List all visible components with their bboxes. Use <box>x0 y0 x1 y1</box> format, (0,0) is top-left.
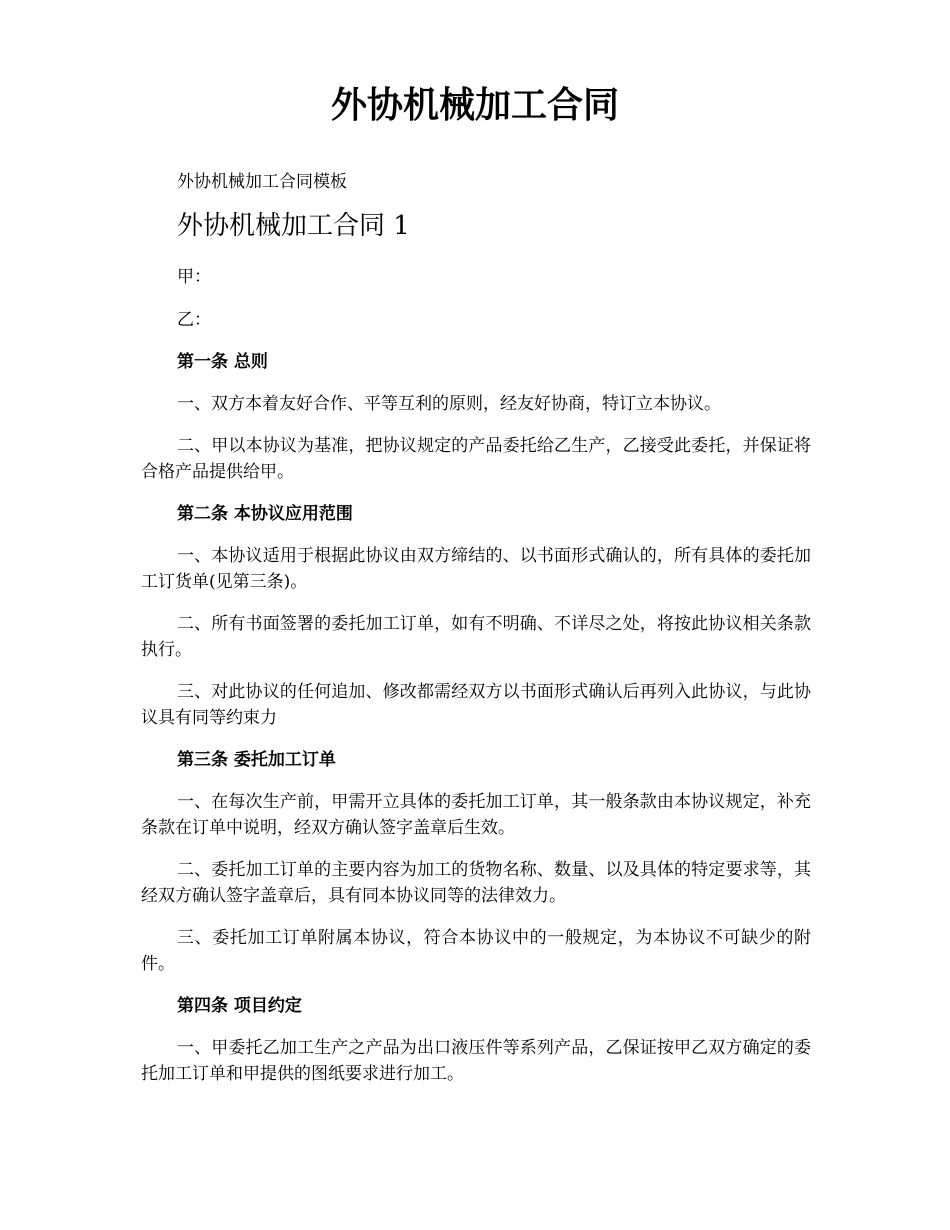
document-subtitle: 外协机械加工合同模板 <box>177 172 347 192</box>
clause-paragraph: 三、委托加工订单附属本协议，符合本协议中的一般规定，为本协议不可缺少的附件。 <box>141 928 811 974</box>
clause-paragraph: 一、双方本着友好合作、平等互利的原则，经友好协商，特订立本协议。 <box>177 394 721 414</box>
clause-paragraph: 二、甲以本协议为基准，把协议规定的产品委托给乙生产，乙接受此委托，并保证将合格产品提供给甲。 <box>141 436 811 482</box>
clause-paragraph: 二、所有书面签署的委托加工订单，如有不明确、不详尽之处，将按此协议相关条款执行。 <box>141 614 811 660</box>
party-a-label: 甲： <box>177 267 211 287</box>
clause-paragraph: 一、甲委托乙加工生产之产品为出口液压件等系列产品，乙保证按甲乙双方确定的委托加工订单和甲提供的图纸要求进行加工。 <box>141 1038 811 1084</box>
clause-paragraph: 二、委托加工订单的主要内容为加工的货物名称、数量、以及具体的特定要求等，其经双方确认签字盖章后，具有同本协议同等的法律效力。 <box>141 860 811 906</box>
clause-paragraph: 一、在每次生产前，甲需开立具体的委托加工订单，其一般条款由本协议规定，补充条款在订单中说明，经双方确认签字盖章后生效。 <box>141 792 811 838</box>
contract-heading: 外协机械加工合同 1 <box>177 211 410 241</box>
article-title: 第四条 项目约定 <box>177 996 302 1016</box>
article-title: 第一条 总则 <box>177 352 268 372</box>
article-title: 第二条 本协议应用范围 <box>177 504 353 524</box>
document-title: 外协机械加工合同 <box>330 84 619 126</box>
clause-paragraph: 一、本协议适用于根据此协议由双方缔结的、以书面形式确认的，所有具体的委托加工订货单(见第三条)。 <box>141 546 811 592</box>
clause-paragraph: 三、对此协议的任何追加、修改都需经双方以书面形式确认后再列入此协议，与此协议具有同等约束力 <box>141 682 811 728</box>
article-title: 第三条 委托加工订单 <box>177 750 336 770</box>
party-b-label: 乙： <box>177 310 211 330</box>
document-body <box>141 168 811 1087</box>
